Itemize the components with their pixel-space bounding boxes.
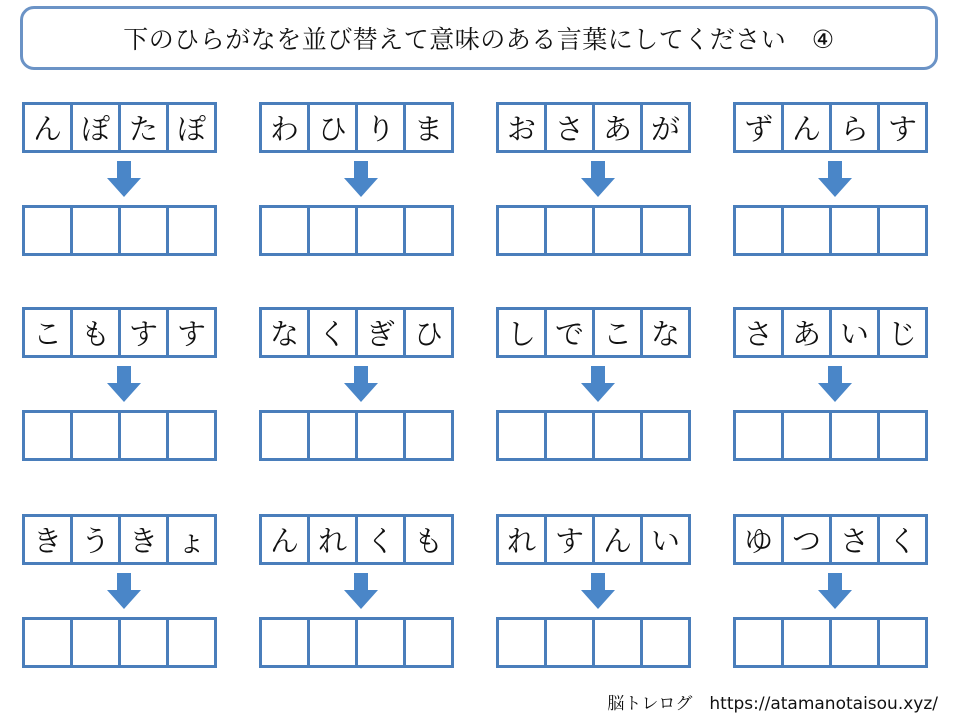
answer-cell[interactable] bbox=[829, 617, 880, 668]
answer-cell[interactable] bbox=[403, 617, 454, 668]
answer-cell[interactable] bbox=[70, 410, 121, 461]
letter-cell: き bbox=[118, 514, 169, 565]
letter-cell: さ bbox=[733, 307, 784, 358]
scrambled-letters-row bbox=[259, 514, 463, 565]
down-arrow-icon bbox=[259, 565, 463, 617]
scrambled-letters-row bbox=[496, 307, 700, 358]
letter-cell: が bbox=[640, 102, 691, 153]
answer-cell[interactable] bbox=[118, 617, 169, 668]
letter-cell: す bbox=[544, 514, 595, 565]
down-arrow-icon bbox=[733, 358, 937, 410]
answer-cell[interactable] bbox=[781, 410, 832, 461]
puzzle-5 bbox=[22, 307, 226, 461]
answer-cell[interactable] bbox=[166, 617, 217, 668]
answer-cell[interactable] bbox=[496, 410, 547, 461]
answer-cell[interactable] bbox=[733, 205, 784, 256]
letter-cell: い bbox=[640, 514, 691, 565]
down-arrow-icon bbox=[259, 358, 463, 410]
letter-cell: ん bbox=[592, 514, 643, 565]
answer-cell[interactable] bbox=[496, 617, 547, 668]
letter-cell: あ bbox=[592, 102, 643, 153]
letter-cell: も bbox=[403, 514, 454, 565]
answer-cell[interactable] bbox=[118, 205, 169, 256]
down-arrow-icon bbox=[22, 565, 226, 617]
letter-cell: ゆ bbox=[733, 514, 784, 565]
answer-cell[interactable] bbox=[307, 410, 358, 461]
scrambled-letters-row bbox=[22, 514, 226, 565]
scrambled-letters-row bbox=[733, 102, 937, 153]
down-arrow-icon bbox=[496, 565, 700, 617]
answer-cell[interactable] bbox=[733, 617, 784, 668]
letter-cell: ん bbox=[259, 514, 310, 565]
letter-cell: く bbox=[355, 514, 406, 565]
answer-row bbox=[22, 410, 226, 461]
scrambled-letters-row bbox=[259, 307, 463, 358]
letter-cell: な bbox=[259, 307, 310, 358]
puzzle-2 bbox=[259, 102, 463, 256]
answer-row bbox=[496, 410, 700, 461]
answer-cell[interactable] bbox=[544, 617, 595, 668]
answer-cell[interactable] bbox=[829, 205, 880, 256]
down-arrow-icon bbox=[496, 358, 700, 410]
letter-cell: さ bbox=[829, 514, 880, 565]
answer-cell[interactable] bbox=[544, 410, 595, 461]
down-arrow-icon bbox=[22, 153, 226, 205]
letter-cell: ら bbox=[829, 102, 880, 153]
answer-cell[interactable] bbox=[70, 205, 121, 256]
answer-cell[interactable] bbox=[592, 410, 643, 461]
title-box bbox=[20, 6, 938, 70]
answer-cell[interactable] bbox=[829, 410, 880, 461]
puzzle-7 bbox=[496, 307, 700, 461]
down-arrow-icon bbox=[733, 565, 937, 617]
down-arrow-icon bbox=[496, 153, 700, 205]
down-arrow-icon bbox=[259, 153, 463, 205]
scrambled-letters-row bbox=[22, 102, 226, 153]
answer-cell[interactable] bbox=[781, 205, 832, 256]
answer-row bbox=[733, 410, 937, 461]
answer-cell[interactable] bbox=[307, 205, 358, 256]
answer-cell[interactable] bbox=[640, 617, 691, 668]
letter-cell: す bbox=[118, 307, 169, 358]
letter-cell: い bbox=[829, 307, 880, 358]
puzzle-6 bbox=[259, 307, 463, 461]
puzzle-8 bbox=[733, 307, 937, 461]
puzzle-11 bbox=[496, 514, 700, 668]
puzzle-1 bbox=[22, 102, 226, 256]
answer-row bbox=[259, 617, 463, 668]
answer-cell[interactable] bbox=[22, 205, 73, 256]
down-arrow-icon bbox=[733, 153, 937, 205]
answer-row bbox=[22, 205, 226, 256]
letter-cell: で bbox=[544, 307, 595, 358]
letter-cell: こ bbox=[22, 307, 73, 358]
letter-cell: ん bbox=[781, 102, 832, 153]
letter-cell: ょ bbox=[166, 514, 217, 565]
letter-cell: も bbox=[70, 307, 121, 358]
answer-cell[interactable] bbox=[166, 410, 217, 461]
answer-cell[interactable] bbox=[640, 410, 691, 461]
letter-cell: く bbox=[877, 514, 928, 565]
answer-cell[interactable] bbox=[592, 617, 643, 668]
letter-cell: ぽ bbox=[70, 102, 121, 153]
scrambled-letters-row bbox=[496, 514, 700, 565]
puzzle-10 bbox=[259, 514, 463, 668]
letter-cell: く bbox=[307, 307, 358, 358]
answer-cell[interactable] bbox=[355, 410, 406, 461]
answer-cell[interactable] bbox=[877, 410, 928, 461]
scrambled-letters-row bbox=[733, 514, 937, 565]
scrambled-letters-row bbox=[733, 307, 937, 358]
letter-cell: き bbox=[22, 514, 73, 565]
answer-row bbox=[496, 617, 700, 668]
answer-cell[interactable] bbox=[496, 205, 547, 256]
answer-cell[interactable] bbox=[403, 410, 454, 461]
footer-credit: 脳トレログ https://atamanotaisou.xyz/ bbox=[607, 694, 938, 714]
answer-row bbox=[22, 617, 226, 668]
letter-cell: す bbox=[166, 307, 217, 358]
letter-cell: ぎ bbox=[355, 307, 406, 358]
letter-cell: じ bbox=[877, 307, 928, 358]
letter-cell: さ bbox=[544, 102, 595, 153]
page-title: 下のひらがなを並び替えて意味のある言葉にしてください ④ bbox=[123, 25, 835, 54]
answer-cell[interactable] bbox=[403, 205, 454, 256]
letter-cell: ん bbox=[22, 102, 73, 153]
letter-cell: わ bbox=[259, 102, 310, 153]
down-arrow-icon bbox=[22, 358, 226, 410]
answer-row bbox=[259, 205, 463, 256]
answer-cell[interactable] bbox=[118, 410, 169, 461]
answer-cell[interactable] bbox=[877, 617, 928, 668]
answer-cell[interactable] bbox=[259, 205, 310, 256]
answer-cell[interactable] bbox=[259, 410, 310, 461]
answer-cell[interactable] bbox=[877, 205, 928, 256]
answer-cell[interactable] bbox=[22, 410, 73, 461]
answer-cell[interactable] bbox=[640, 205, 691, 256]
letter-cell: し bbox=[496, 307, 547, 358]
scrambled-letters-row bbox=[259, 102, 463, 153]
answer-cell[interactable] bbox=[259, 617, 310, 668]
letter-cell: れ bbox=[496, 514, 547, 565]
answer-cell[interactable] bbox=[544, 205, 595, 256]
puzzle-12 bbox=[733, 514, 937, 668]
letter-cell: ひ bbox=[307, 102, 358, 153]
letter-cell: ひ bbox=[403, 307, 454, 358]
scrambled-letters-row bbox=[496, 102, 700, 153]
puzzle-4 bbox=[733, 102, 937, 256]
letter-cell: ず bbox=[733, 102, 784, 153]
letter-cell: こ bbox=[592, 307, 643, 358]
letter-cell: ぽ bbox=[166, 102, 217, 153]
answer-cell[interactable] bbox=[355, 617, 406, 668]
letter-cell: つ bbox=[781, 514, 832, 565]
letter-cell: た bbox=[118, 102, 169, 153]
letter-cell: れ bbox=[307, 514, 358, 565]
letter-cell: お bbox=[496, 102, 547, 153]
answer-row bbox=[733, 205, 937, 256]
answer-row bbox=[259, 410, 463, 461]
puzzle-3 bbox=[496, 102, 700, 256]
scrambled-letters-row bbox=[22, 307, 226, 358]
answer-cell[interactable] bbox=[22, 617, 73, 668]
answer-cell[interactable] bbox=[733, 410, 784, 461]
answer-cell[interactable] bbox=[70, 617, 121, 668]
answer-cell[interactable] bbox=[166, 205, 217, 256]
letter-cell: な bbox=[640, 307, 691, 358]
answer-cell[interactable] bbox=[355, 205, 406, 256]
answer-row bbox=[733, 617, 937, 668]
letter-cell: ま bbox=[403, 102, 454, 153]
letter-cell: り bbox=[355, 102, 406, 153]
letter-cell: う bbox=[70, 514, 121, 565]
letter-cell: あ bbox=[781, 307, 832, 358]
answer-cell[interactable] bbox=[781, 617, 832, 668]
puzzle-9 bbox=[22, 514, 226, 668]
answer-row bbox=[496, 205, 700, 256]
answer-cell[interactable] bbox=[307, 617, 358, 668]
answer-cell[interactable] bbox=[592, 205, 643, 256]
letter-cell: す bbox=[877, 102, 928, 153]
